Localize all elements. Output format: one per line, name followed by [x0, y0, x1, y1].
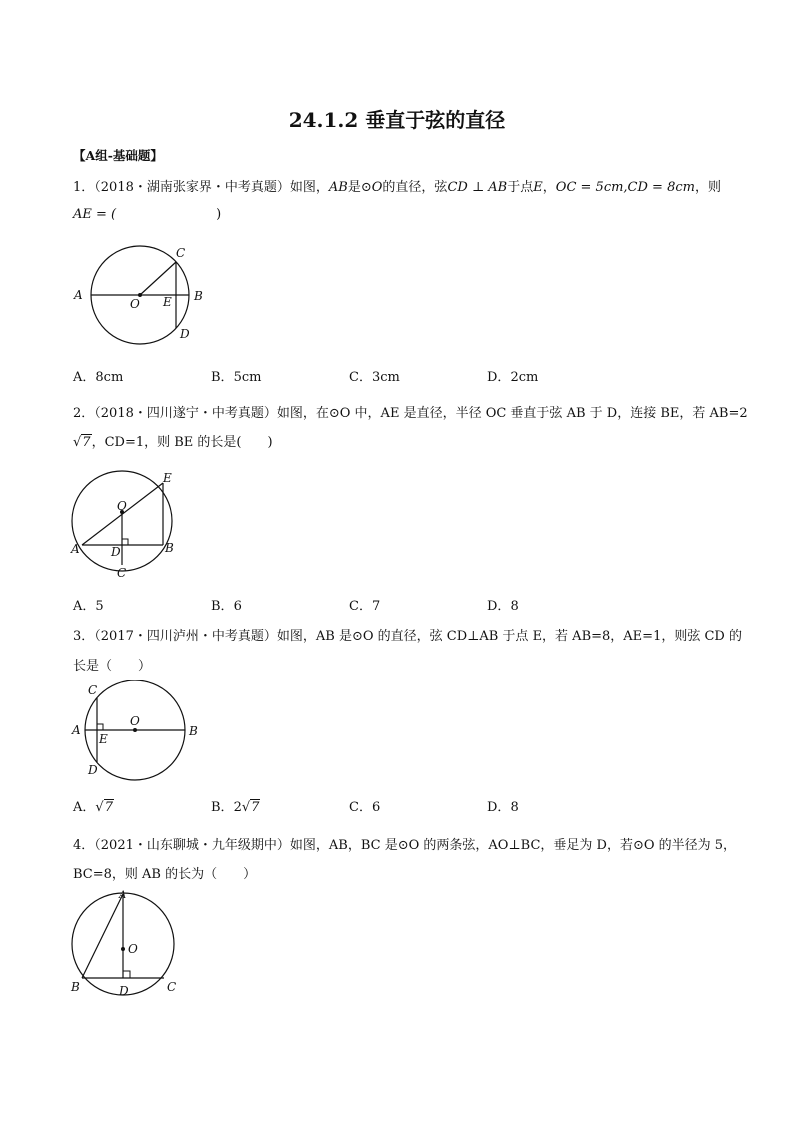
label-a: A [71, 542, 80, 556]
label-b: B [189, 724, 198, 738]
figure-q4 [66, 888, 191, 1000]
option-d[interactable] [487, 366, 538, 385]
label-c: C [176, 246, 186, 260]
label-d: D [111, 545, 121, 559]
question-4-line-1 [73, 834, 736, 853]
sqrt-symbol: √7 [95, 800, 113, 815]
option-a[interactable] [73, 796, 114, 815]
question-text: ，CD=1，则 BE 的长是( ) [91, 435, 273, 450]
math-given: OC = 5cm,CD = 8cm [555, 180, 695, 195]
question-2-line-2 [73, 431, 273, 450]
option-text: 6 [371, 800, 381, 815]
question-text: 于点 [507, 180, 534, 195]
option-c[interactable] [349, 595, 380, 614]
sqrt-symbol: √7 [241, 800, 260, 815]
question-text: 如图，在⊙O 中，AE 是直径，半径 OC 垂直于弦 AB 于 D，连接 BE，若 AB=2 [276, 406, 748, 421]
question-text: BC=8，则 AB 的长为（ ） [73, 867, 257, 882]
math-ae: AE = ( [73, 207, 117, 222]
label-c: C [88, 683, 98, 697]
option-text: 5 [95, 599, 104, 614]
radicand: 7 [104, 800, 113, 815]
option-letter: B． [211, 599, 234, 614]
option-c[interactable] [349, 796, 380, 815]
section-heading: 【A组-基础题】 [73, 148, 163, 163]
option-c[interactable] [349, 366, 400, 385]
question-source: （2021・山东聊城・九年级期中） [94, 838, 290, 853]
option-b[interactable] [211, 595, 242, 614]
option-letter: C． [349, 370, 372, 385]
question-text: 的直径，弦 [382, 180, 448, 195]
option-text: 8 [510, 800, 519, 815]
center-point [121, 947, 125, 951]
label-e: E [163, 471, 172, 485]
question-1-line-1 [73, 176, 721, 195]
center-point [133, 728, 137, 732]
question-text: ， [542, 180, 556, 195]
question-text: 长是（ ） [73, 659, 152, 674]
option-letter: A． [73, 370, 96, 385]
option-text: 2 [233, 800, 242, 815]
figure-q3 [66, 680, 206, 785]
radicand: 7 [251, 800, 260, 815]
math-cd-perp-ab: CD ⊥ AB [447, 180, 508, 195]
option-letter: D． [487, 370, 511, 385]
option-letter: A． [73, 800, 96, 815]
option-a[interactable] [73, 366, 123, 385]
option-text: 2cm [510, 370, 539, 385]
question-text: 是⊙ [347, 180, 372, 195]
option-letter: B． [211, 800, 234, 815]
label-e: E [163, 295, 172, 309]
radius-oc [140, 262, 176, 295]
question-source: （2018・湖南张家界・中考真题） [94, 180, 290, 195]
option-letter: A． [73, 599, 96, 614]
question-text: 如图， [289, 180, 329, 195]
math-o: O [371, 180, 383, 195]
option-letter: C． [349, 599, 372, 614]
label-c: C [117, 566, 127, 580]
sqrt-symbol: √7 [73, 435, 91, 450]
question-number: 2． [73, 406, 95, 421]
label-c: C [167, 980, 177, 994]
page-title: 24.1.2 垂直于弦的直径 [288, 108, 506, 132]
question-3-line-2 [73, 655, 151, 674]
question-1-line-2 [73, 207, 221, 222]
option-d[interactable] [487, 595, 519, 614]
question-source: （2018・四川遂宁・中考真题） [94, 406, 277, 421]
option-a[interactable] [73, 595, 104, 614]
question-number: 3． [73, 629, 95, 644]
question-number: 1． [73, 180, 95, 195]
option-letter: D． [487, 800, 511, 815]
option-text: 3cm [371, 370, 400, 385]
right-angle-mark [123, 971, 130, 978]
option-text: 8cm [95, 370, 124, 385]
question-text: 如图，AB 是⊙O 的直径，弦 CD⊥AB 于点 E，若 AB=8，AE=1，则弦 CD 的 [276, 629, 742, 644]
option-b[interactable] [211, 366, 261, 385]
label-o: O [130, 714, 140, 728]
option-letter: C． [349, 800, 372, 815]
right-angle-mark [122, 539, 128, 545]
label-d: D [119, 984, 129, 998]
option-text: 5cm [233, 370, 262, 385]
label-b: B [71, 980, 80, 994]
option-text: 6 [233, 599, 242, 614]
question-number: 4． [73, 838, 95, 853]
figure-q2 [66, 470, 186, 580]
radicand: 7 [82, 435, 91, 450]
label-d: D [180, 327, 190, 341]
label-b: B [194, 289, 203, 303]
question-3-line-1 [73, 625, 742, 644]
question-2-line-1 [73, 402, 748, 421]
label-o: O [130, 297, 140, 311]
label-d: D [88, 763, 98, 777]
label-b: B [165, 541, 174, 555]
option-text: 8 [510, 599, 519, 614]
option-b[interactable] [211, 796, 260, 815]
answer-bracket: ) [216, 207, 222, 222]
question-source: （2017・四川泸州・中考真题） [94, 629, 277, 644]
label-a: A [74, 288, 83, 302]
label-o: O [117, 499, 127, 513]
option-text: 7 [371, 599, 381, 614]
option-letter: B． [211, 370, 234, 385]
figure-q1 [70, 240, 220, 350]
math-ab: AB [328, 180, 348, 195]
question-text: 如图，AB，BC 是⊙O 的两条弦，AO⊥BC，垂足为 D，若⊙O 的半径为 5， [289, 838, 737, 853]
right-angle-mark [97, 724, 103, 730]
label-a: A [72, 723, 81, 737]
question-text: ，则 [694, 180, 721, 195]
option-letter: D． [487, 599, 511, 614]
label-e: E [99, 732, 108, 746]
option-d[interactable] [487, 796, 519, 815]
label-o: O [128, 942, 138, 956]
label-a: A [119, 890, 127, 901]
math-e: E [533, 180, 543, 195]
question-4-line-2 [73, 863, 256, 882]
